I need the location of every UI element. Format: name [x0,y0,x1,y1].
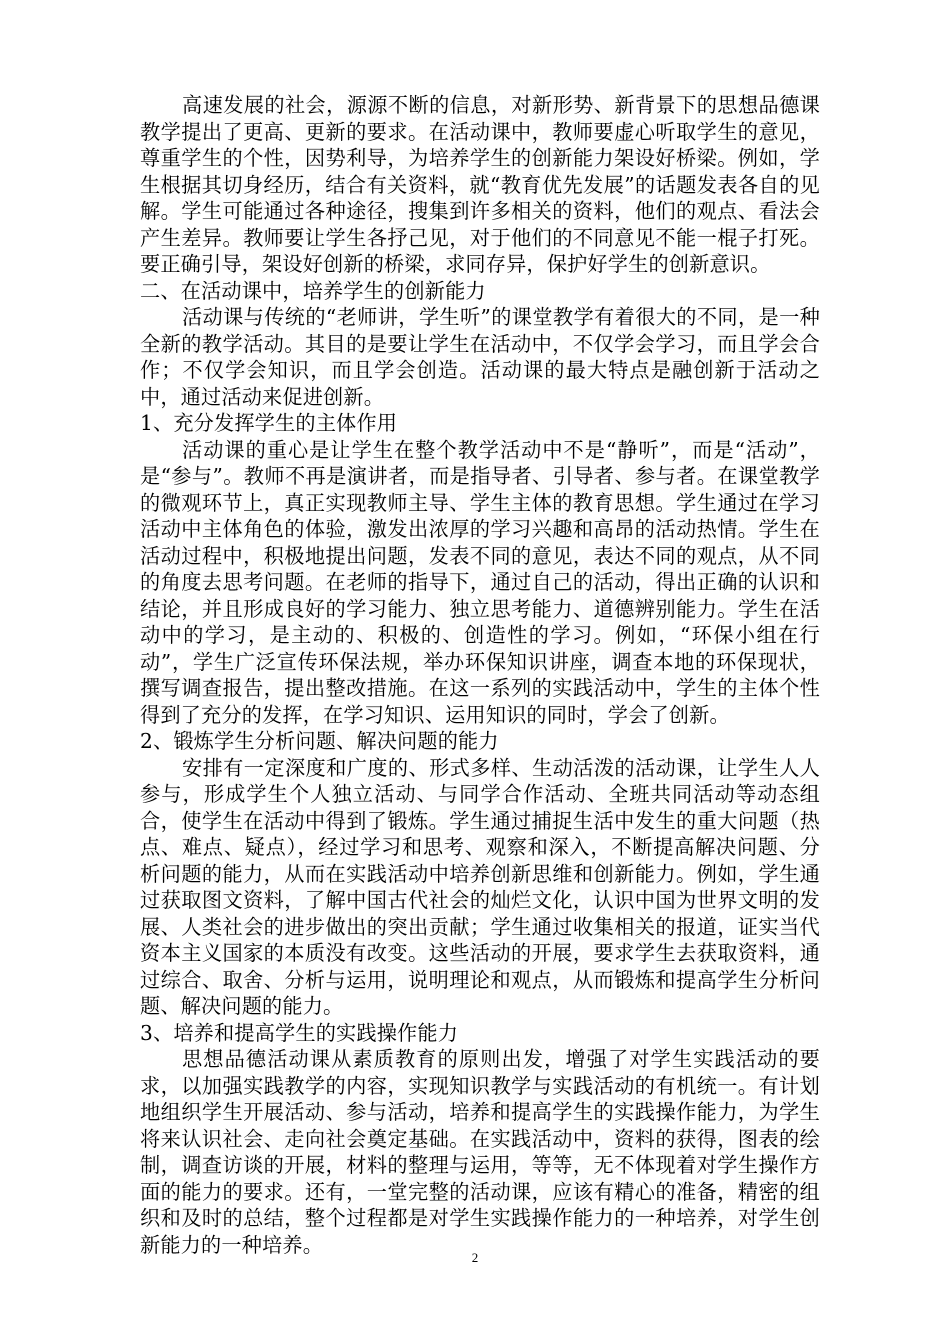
section-heading-2: 二、在活动课中，培养学生的创新能力 [140,278,486,303]
subheading-2: 2、锻炼学生分析问题、解决问题的能力 [140,729,499,753]
paragraph-activity-class-intro: 活动课与传统的“老师讲，学生听”的课堂教学有着很大的不同，是一种全新的教学活动。其目的是要让学生在活动中，不仅学会学习，而且学会合作；不仅学会知识，而且学会创造。活动课的最大特点是融创新于活动之中，通过活动来促进创新。 [140,305,820,409]
document-page [140,92,820,1258]
page-number: 2 [471,1250,479,1265]
subheading-1: 1、充分发挥学生的主体作用 [140,411,398,435]
paragraph-practical-ability: 思想品德活动课从素质教育的原则出发，增强了对学生实践活动的要求，以加强实践教学的内容，实现知识教学与实践活动的有机统一。有计划地组织学生开展活动、参与活动，培养和提高学生的实践操作能力，为学生将来认识社会、走向社会奠定基础。在实践活动中，资料的获得，图表的绘制，调查访谈的开展，材料的整理与运用，等等，无不体现着对学生操作方面的能力的要求。还有，一堂完整的活动课，应该有精心的准备，精密的组织和及时的总结，整个过程都是对学生实践操作能力的一种培养，对学生创新能力的一种培养。 [140,1047,820,1257]
paragraph-innovation-bridge: 高速发展的社会，源源不断的信息，对新形势、新背景下的思想品德课教学提出了更高、更新的要求。在活动课中，教师要虚心听取学生的意见，尊重学生的个性，因势利导，为培养学生的创新能力架设好桥梁。例如，学生根据其切身经历，结合有关资料，就“教育优先发展”的话题发表各自的见解。学生可能通过各种途径，搜集到许多相关的资料，他们的观点、看法会产生差异。教师要让学生各抒己见，对于他们的不同意见不能一棍子打死。要正确引导，架设好创新的桥梁，求同存异，保护好学生的创新意识。 [140,93,820,276]
paragraph-problem-solving: 安排有一定深度和广度的、形式多样、生动活泼的活动课，让学生人人参与，形成学生个人独立活动、与同学合作活动、全班共同活动等动态组合，使学生在活动中得到了锻炼。学生通过捕捉生活中发生的重大问题（热点、难点、疑点），经过学习和思考、观察和深入，不断提高解决问题、分析问题的能力，从而在实践活动中培养创新思维和创新能力。例如，学生通过获取图文资料，了解中国古代社会的灿烂文化，认识中国为世界文明的发展、人类社会的进步做出的突出贡献；学生通过收集相关的报道，证实当代资本主义国家的本质没有改变。这些活动的开展，要求学生去获取资料，通过综合、取舍、分析与运用，说明理论和观点，从而锻炼和提高学生分析问题、解决问题的能力。 [140,755,820,1018]
subheading-3: 3、培养和提高学生的实践操作能力 [140,1020,459,1045]
paragraph-student-subject-role: 活动课的重心是让学生在整个教学活动中不是“静听”，而是“活动”，是“参与”。教师不再是演讲者，而是指导者、引导者、参与者。在课堂教学的微观环节上，真正实现教师主导、学生主体的教育思想。学生通过在学习活动中主体角色的体验，激发出浓厚的学习兴趣和高昂的活动热情。学生在活动过程中，积极地提出问题，发表不同的意见，表达不同的观点，从不同的角度去思考问题。在老师的指导下，通过自己的活动，得出正确的认识和结论，并且形成良好的学习能力、独立思考能力、道德辨别能力。学生在活动中的学习，是主动的、积极的、创造性的学习。例如，“环保小组在行动”，学生广泛宣传环保法规，举办环保知识讲座，调查本地的环保现状，撰写调查报告，提出整改措施。在这一系列的实践活动中，学生的主体个性得到了充分的发挥，在学习知识、运用知识的同时，学会了创新。 [140,437,820,727]
